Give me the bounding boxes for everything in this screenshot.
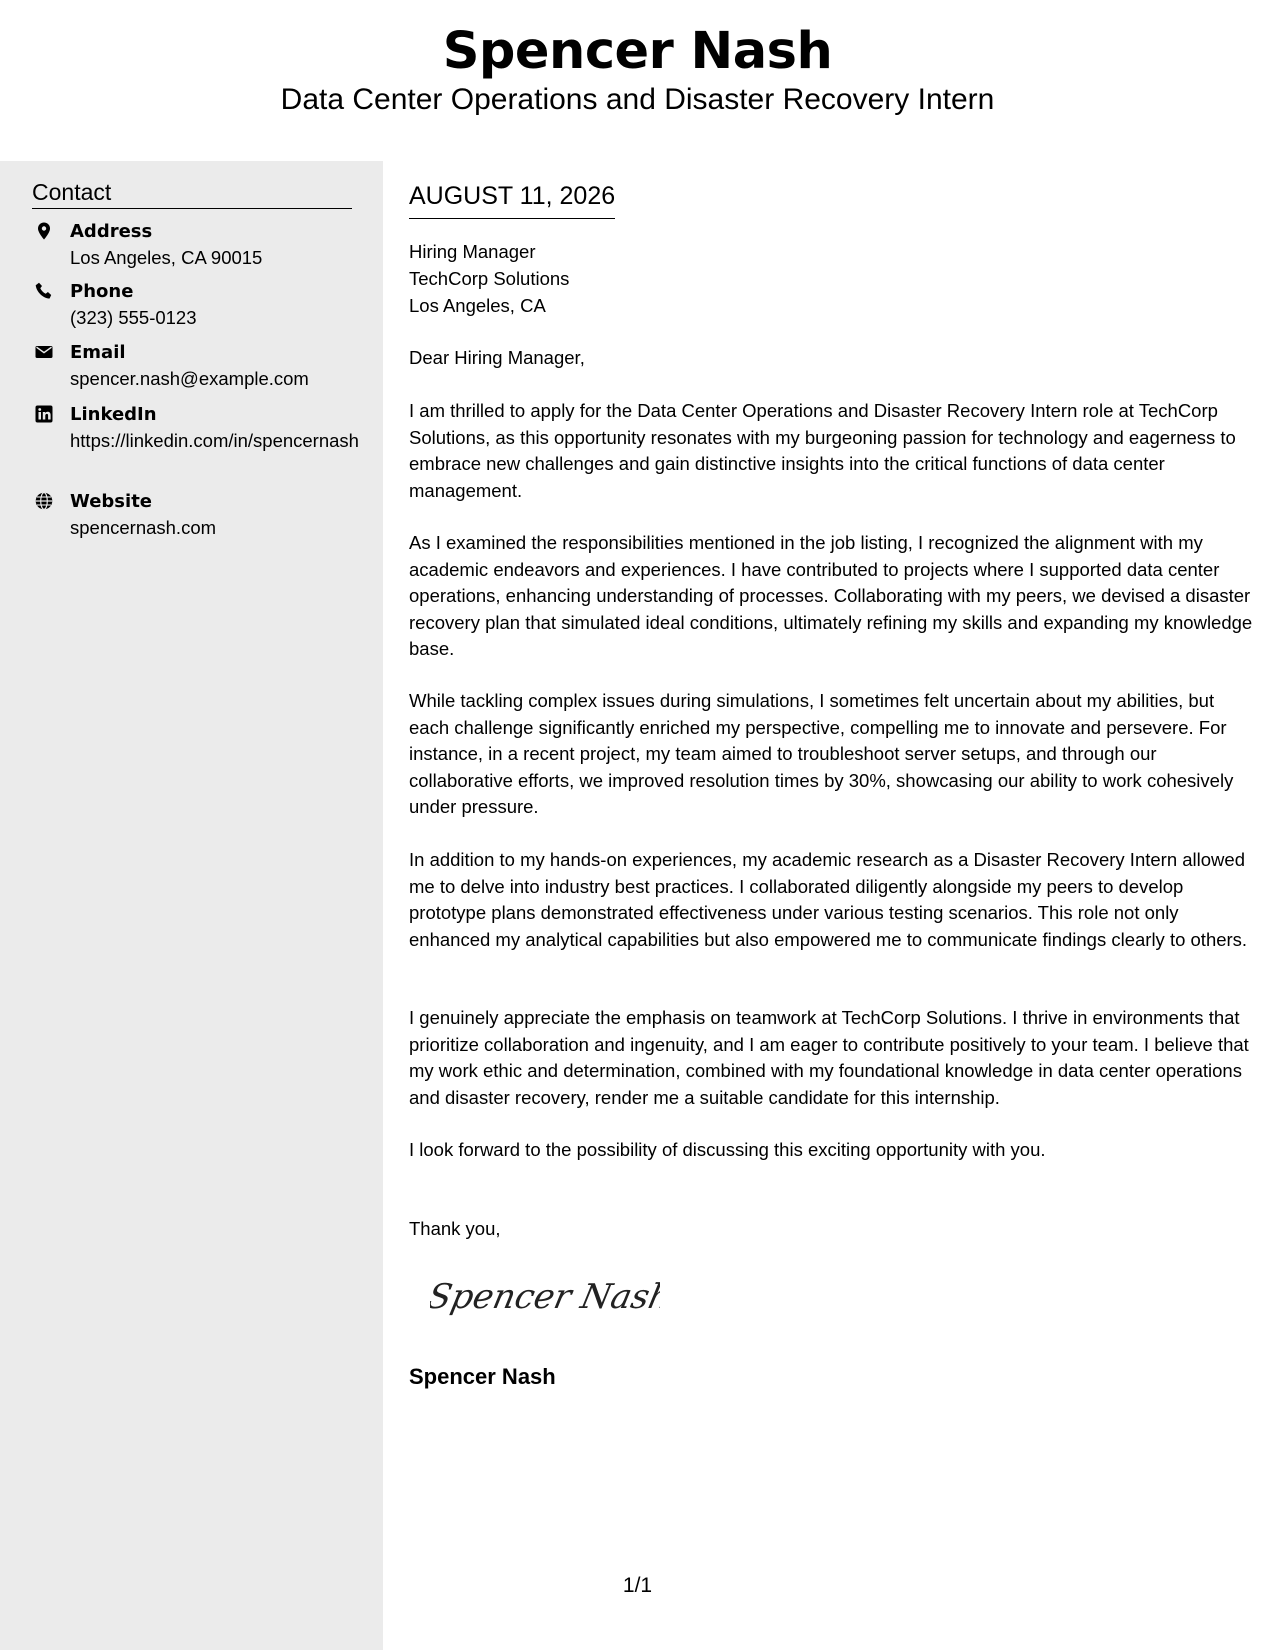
contact-value: (323) 555-0123 — [70, 307, 197, 328]
page-number: 1/1 — [622, 1574, 653, 1597]
recipient-block — [409, 238, 569, 319]
contact-label: LinkedIn — [70, 404, 157, 425]
phone-icon — [35, 282, 53, 300]
envelope-icon — [35, 343, 53, 361]
letter-paragraph: I genuinely appreciate the emphasis on teamwork at TechCorp Solutions. I thrive in environments that prioritize collaboration and ingenuity, and I am eager to contribute positively to your team. I believe that my work ethic and determination, combined with my foundational knowledge in data center operations and disaster recovery, render me a suitable candidate for this internship. — [409, 1007, 1249, 1108]
recipient-line: TechCorp Solutions — [409, 268, 570, 289]
linkedin-icon — [35, 405, 53, 423]
contact-value: https://linkedin.com/in/spencernash — [70, 430, 359, 451]
recipient-line: Los Angeles, CA — [409, 295, 546, 316]
letter-header — [0, 0, 1275, 160]
closing: Thank you, — [409, 1218, 501, 1239]
contact-label: Address — [70, 221, 153, 242]
letter-paragraph: As I examined the responsibilities mentioned in the job listing, I recognized the alignment with my academic endeavors and experiences. I have contributed to projects where I supported data center operations, enhancing understanding of processes. Collaborating with my peers, we devised a disaster recovery plan that simulated ideal conditions, ultimately refining my skills and expanding my knowledge base. — [409, 532, 1253, 659]
map-pin-icon — [35, 222, 53, 240]
contact-label: Email — [70, 342, 126, 363]
contact-value: spencer.nash@example.com — [70, 368, 309, 389]
handwritten-signature — [430, 1270, 660, 1330]
contact-value: spencernash.com — [70, 517, 217, 538]
contact-label: Phone — [70, 281, 134, 302]
salutation: Dear Hiring Manager, — [409, 347, 585, 368]
contact-value: Los Angeles, CA 90015 — [70, 247, 263, 268]
globe-icon — [35, 492, 53, 510]
job-title: Data Center Operations and Disaster Recovery Intern — [280, 83, 995, 116]
letter-paragraph: I am thrilled to apply for the Data Center Operations and Disaster Recovery Intern role at TechCorp Solutions, as this opportunity resonates with my burgeoning passion for technology and eagerness to embrace new challenges and gain distinctive insights into the critical functions of data center management. — [409, 400, 1236, 501]
letter-date: AUGUST 11, 2026 — [409, 180, 615, 219]
contact-label: Website — [70, 491, 153, 512]
letter-paragraph: While tackling complex issues during simulations, I sometimes felt uncertain about my abilities, but each challenge significantly enriched my perspective, compelling me to innovate and persevere. For instance, in a recent project, my team aimed to troubleshoot server setups, and through our collaborative efforts, we improved resolution times by 30%, showcasing our ability to work cohesively under pressure. — [409, 690, 1234, 817]
applicant-name: Spencer Nash — [442, 22, 833, 81]
signer-name: Spencer Nash — [409, 1364, 556, 1389]
contact-heading: Contact — [32, 178, 352, 209]
signature-text: Spencer Nash — [430, 1277, 660, 1317]
letter-paragraph: In addition to my hands-on experiences, my academic research as a Disaster Recovery Intern allowed me to delve into industry best practices. I collaborated diligently alongside my peers to develop prototype plans demonstrated effectiveness under various testing scenarios. This role not only enhanced my analytical capabilities but also empowered me to communicate findings clearly to others. — [409, 849, 1248, 950]
letter-paragraph: I look forward to the possibility of discussing this exciting opportunity with you. — [409, 1139, 1046, 1160]
recipient-line: Hiring Manager — [409, 241, 536, 262]
